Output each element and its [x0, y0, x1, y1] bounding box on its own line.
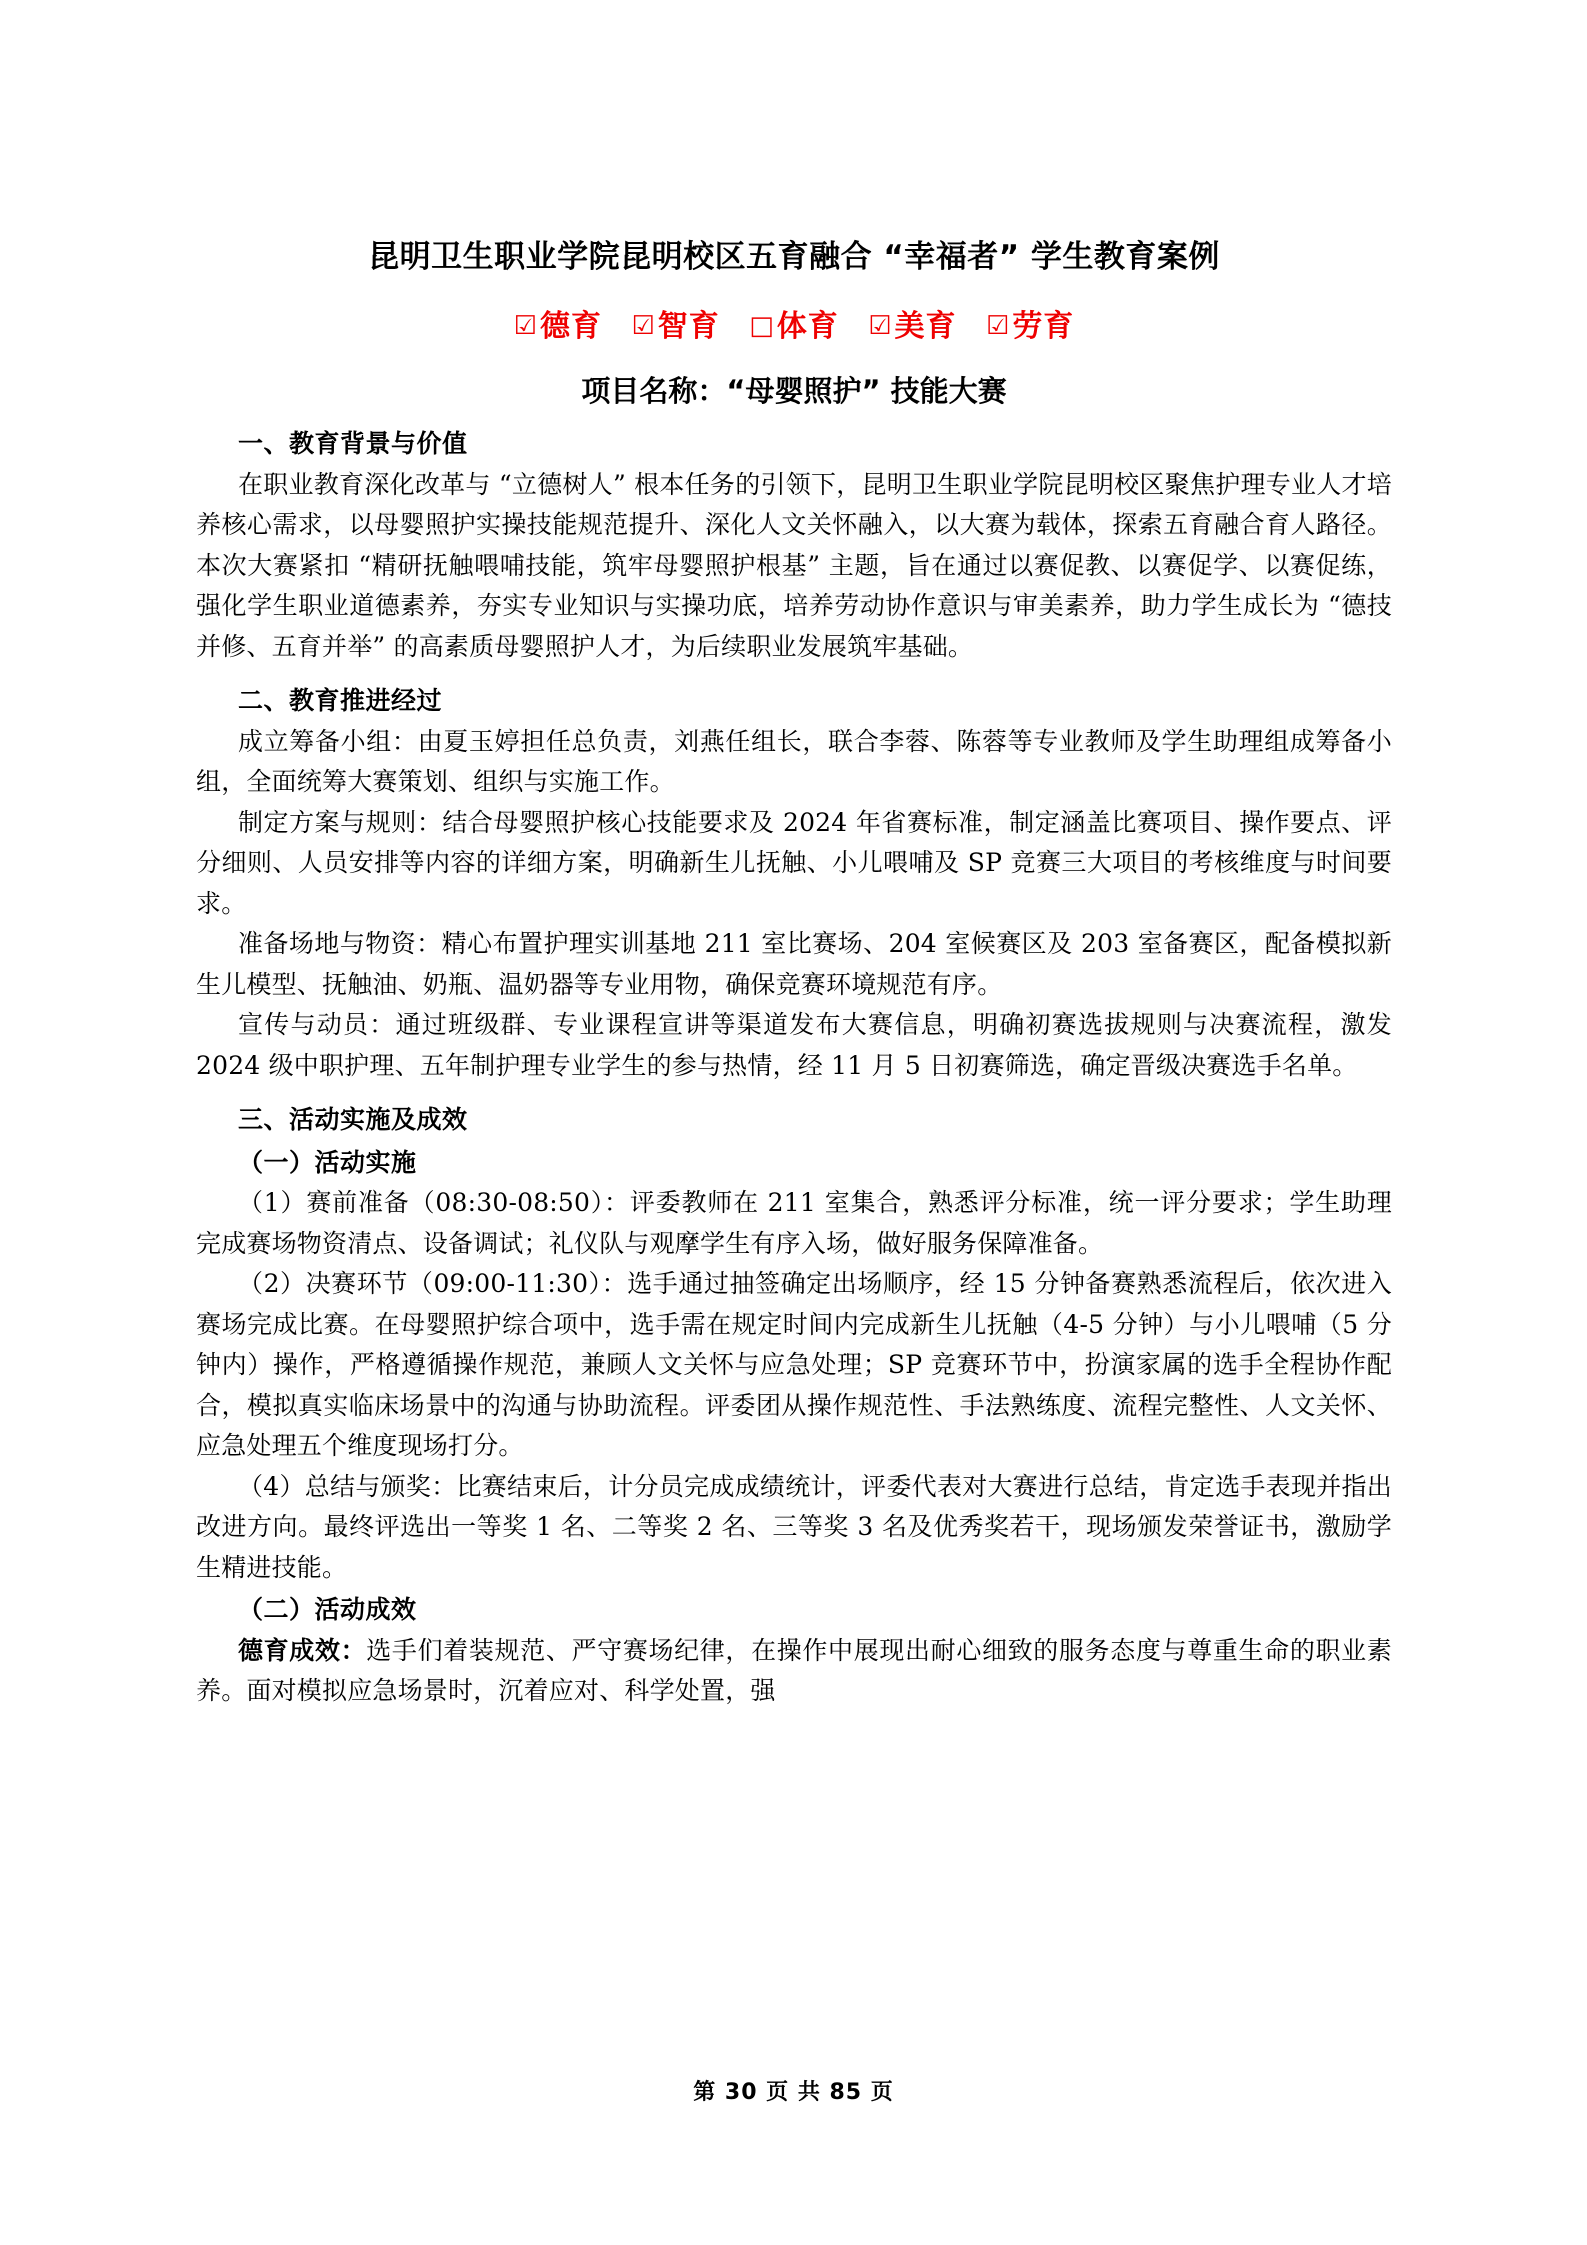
page-footer: 第 30 页 共 85 页 [693, 2080, 894, 2105]
wuyu-item-meiyu[interactable] [868, 301, 956, 345]
subsection-heading-3-1: （一）活动实施 [238, 1147, 417, 1177]
checkbox-checked-icon: ☑ [868, 311, 893, 342]
paragraph: 制定方案与规则：结合母婴照护核心技能要求及 2024 年省赛标准，制定涵盖比赛项目、操作要点、评分细则、人员安排等内容的详细方案，明确新生儿抚触、小儿喂哺及 SP 竞赛三大项目的考核维度与时间要求。 [196, 807, 1392, 918]
wuyu-label-deyu: 德育 [539, 309, 602, 345]
checkbox-unchecked-icon: □ [749, 311, 775, 342]
wuyu-label-laoyu: 劳育 [1012, 309, 1075, 345]
wuyu-label-tiyu: 体育 [776, 309, 839, 345]
paragraph: 宣传与动员：通过班级群、专业课程宣讲等渠道发布大赛信息，明确初赛选拔规则与决赛流程，激发 2024 级中职护理、五年制护理专业学生的参与热情，经 11 月 5 日初赛筛选，确定晋级决赛选手名单。 [196, 1010, 1392, 1080]
subsection-heading-3-2: （二）活动成效 [238, 1595, 417, 1625]
wuyu-checkbox-row [196, 301, 1392, 345]
wuyu-item-zhiyu[interactable] [631, 301, 719, 345]
wuyu-label-meiyu: 美育 [894, 309, 957, 345]
section-heading-3: 三、活动实施及成效 [238, 1105, 468, 1135]
paragraph: 准备场地与物资：精心布置护理实训基地 211 室比赛场、204 室候赛区及 203 室备赛区，配备模拟新生儿模型、抚触油、奶瓶、温奶器等专业用物，确保竞赛环境规范有序。 [196, 929, 1392, 999]
page-title: 昆明卫生职业学院昆明校区五育融合 “幸福者” 学生教育案例 [368, 239, 1220, 275]
wuyu-label-zhiyu: 智育 [657, 309, 720, 345]
checkbox-checked-icon: ☑ [513, 311, 538, 342]
paragraph: （2）决赛环节（09:00-11:30）：选手通过抽签确定出场顺序，经 15 分钟备赛熟悉流程后，依次进入赛场完成比赛。在母婴照护综合项中，选手需在规定时间内完成新生儿抚触（4-5 分钟）与小儿喂哺（5 分钟内）操作，严格遵循操作规范，兼顾人文关怀与应急处理；SP 竞赛环节中，扮演家属的选手全程协作配合，模拟真实临床场景中的沟通与协助流程。评委团从操作规范性、手法熟练度、流程完整性、人文关怀、应急处理五个维度现场打分。 [196, 1269, 1392, 1461]
checkbox-checked-icon: ☑ [631, 311, 656, 342]
paragraph: 成立筹备小组：由夏玉婷担任总负责，刘燕任组长，联合李蓉、陈蓉等专业教师及学生助理组成筹备小组，全面统筹大赛策划、组织与实施工作。 [196, 726, 1392, 797]
wuyu-item-tiyu[interactable] [749, 301, 839, 345]
section-heading-2: 二、教育推进经过 [238, 686, 443, 716]
paragraph: （4）总结与颁奖：比赛结束后，计分员完成成绩统计，评委代表对大赛进行总结，肯定选手表现并指出改进方向。最终评选出一等奖 1 名、二等奖 2 名、三等奖 3 名及优秀奖若干，现场颁发荣誉证书，激励学生精进技能。 [196, 1471, 1392, 1582]
paragraph: （1）赛前准备（08:30-08:50）：评委教师在 211 室集合，熟悉评分标准，统一评分要求；学生助理完成赛场物资清点、设备调试；礼仪队与观摩学生有序入场，做好服务保障准备。 [196, 1188, 1392, 1258]
wuyu-item-deyu[interactable] [514, 301, 602, 345]
paragraph-text: 选手们着装规范、严守赛场纪律，在操作中展现出耐心细致的服务态度与尊重生命的职业素养。面对模拟应急场景时，沉着应对、科学处置，强 [196, 1635, 1392, 1706]
project-title: 项目名称：“母婴照护” 技能大赛 [581, 374, 1007, 409]
paragraph-lead-in: 德育成效： [238, 1635, 367, 1665]
section-heading-1: 一、教育背景与价值 [238, 429, 468, 459]
checkbox-checked-icon: ☑ [986, 311, 1011, 342]
document-body [196, 236, 1392, 1712]
paragraph-rich [196, 1631, 1392, 1712]
paragraph: 在职业教育深化改革与 “立德树人” 根本任务的引领下，昆明卫生职业学院昆明校区聚焦护理专业人才培养核心需求，以母婴照护实操技能规范提升、深化人文关怀融入，以大赛为载体，探索五育融合育人路径。本次大赛紧扣 “精研抚触喂哺技能，筑牢母婴照护根基” 主题，旨在通过以赛促教、以赛促学、以赛促练，强化学生职业道德素养，夯实专业知识与实操功底，培养劳动协作意识与审美素养，助力学生成长为 “德技并修、五育并举” 的高素质母婴照护人才，为后续职业发展筑牢基础。 [196, 469, 1392, 661]
wuyu-item-laoyu[interactable] [986, 301, 1074, 345]
